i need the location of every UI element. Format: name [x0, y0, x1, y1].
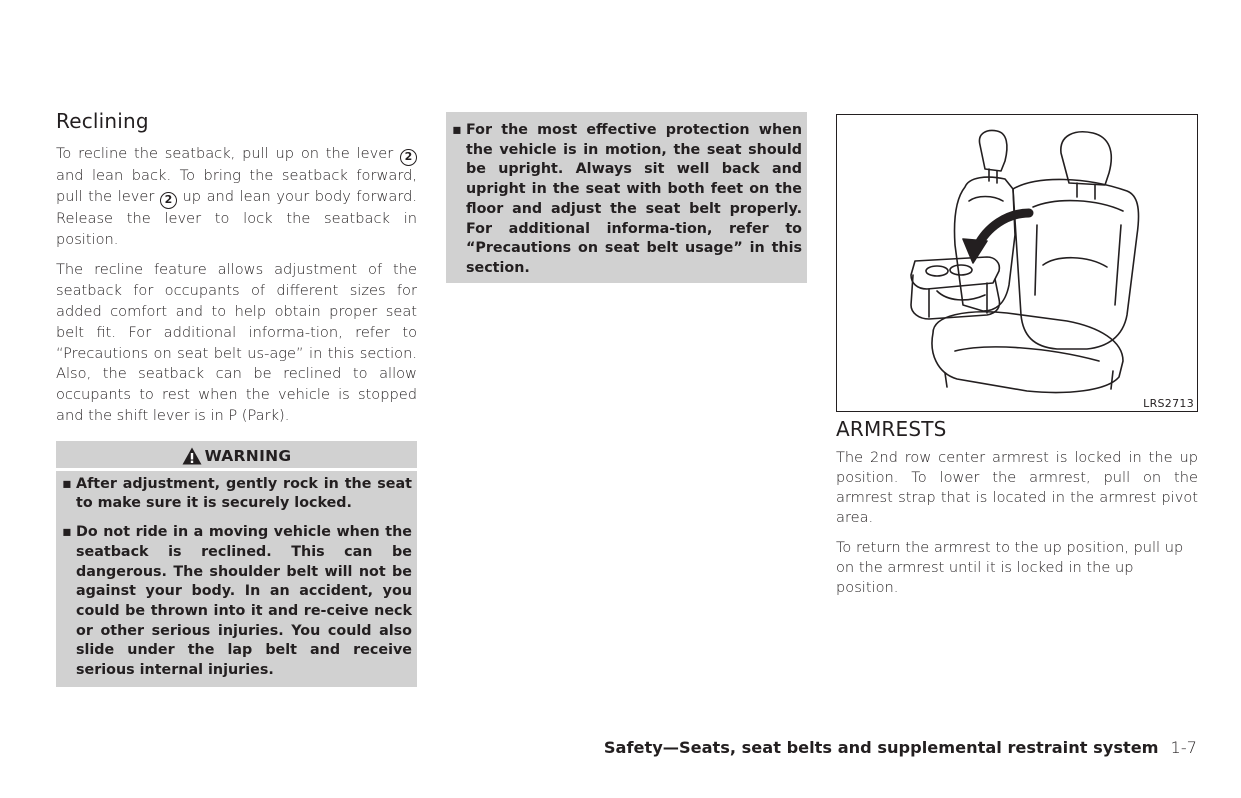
- armrests-heading: ARMRESTS: [836, 417, 947, 441]
- warning-list: [56, 471, 417, 687]
- armrests-paragraph-2: To return the armrest to the up position, pull up on the armrest until it is locked in the up position.: [836, 539, 1184, 596]
- warning-item: [61, 523, 412, 681]
- middle-column: [446, 108, 807, 283]
- reclining-text-3: up and lean your body forward. Release the lever to lock the seatback in position.: [56, 187, 417, 248]
- warning-triangle-icon: [182, 447, 202, 465]
- reclining-paragraph-2: The recline feature allows adjustment of the seatback for occupants of different sizes for added comfort and to help obtain proper seat belt fit. For additional informa-tion, refer to “Precautions on seat belt us-age” in this section. Also, the seatback can be reclined to allow occupants to rest when the vehicle is stopped and the shift lever is in P (Park).: [56, 261, 417, 424]
- caution-item: [451, 121, 802, 279]
- warning-title-bar: [56, 441, 417, 471]
- armrests-paragraph-1: The 2nd row center armrest is locked in the up position. To lower the armrest, pull on the armrest strap that is located in the armrest pivot area.: [836, 449, 1198, 526]
- armrest-figure: [836, 114, 1198, 412]
- warning-title: WARNING: [204, 446, 292, 465]
- page-number: 1-7: [1170, 738, 1197, 757]
- bullet-icon: ▪: [452, 122, 462, 138]
- caution-item-text: For the most effective protection when the vehicle is in motion, the seat should be upright. Always sit well back and upright in the seat with both feet on the floor and adjust the seat belt properly. For additional informa-tion, refer to “Precautions on seat belt usage” in this section.: [466, 122, 802, 276]
- right-column: [836, 108, 1198, 608]
- figure-code: LRS2713: [1143, 397, 1194, 410]
- reclining-paragraph-1: [56, 144, 417, 250]
- left-column: [56, 108, 417, 687]
- warning-item-text: After adjustment, gently rock in the seat to make sure it is securely locked.: [76, 475, 412, 512]
- lever-2-callout-icon: 2: [160, 192, 177, 209]
- warning-item-text: Do not ride in a moving vehicle when the seatback is reclined. This can be dangerous. The shoulder belt will not be against your body. In an accident, you could be thrown into it and re-ceive neck or other serious injuries. You could also slide under the lap belt and receive serious internal injuries.: [76, 524, 412, 679]
- bullet-icon: ▪: [62, 524, 72, 541]
- caution-list: [451, 121, 802, 279]
- caution-note-box: [446, 112, 807, 283]
- rear-seat-armrest-illustration: [837, 115, 1196, 410]
- reclining-heading: Reclining: [56, 109, 149, 133]
- bullet-icon: ▪: [62, 475, 72, 492]
- warning-item: [61, 475, 412, 514]
- lever-2-callout-icon: 2: [400, 149, 417, 166]
- page-footer: [604, 738, 1197, 757]
- footer-section-title: Safety—Seats, seat belts and supplemental restraint system: [603, 738, 1159, 757]
- reclining-text-1: To recline the seatback, pull up on the lever: [56, 145, 400, 162]
- warning-box: [56, 441, 417, 687]
- reclining-text-2: and lean back. To bring the seatback forward, pull the lever: [56, 167, 417, 205]
